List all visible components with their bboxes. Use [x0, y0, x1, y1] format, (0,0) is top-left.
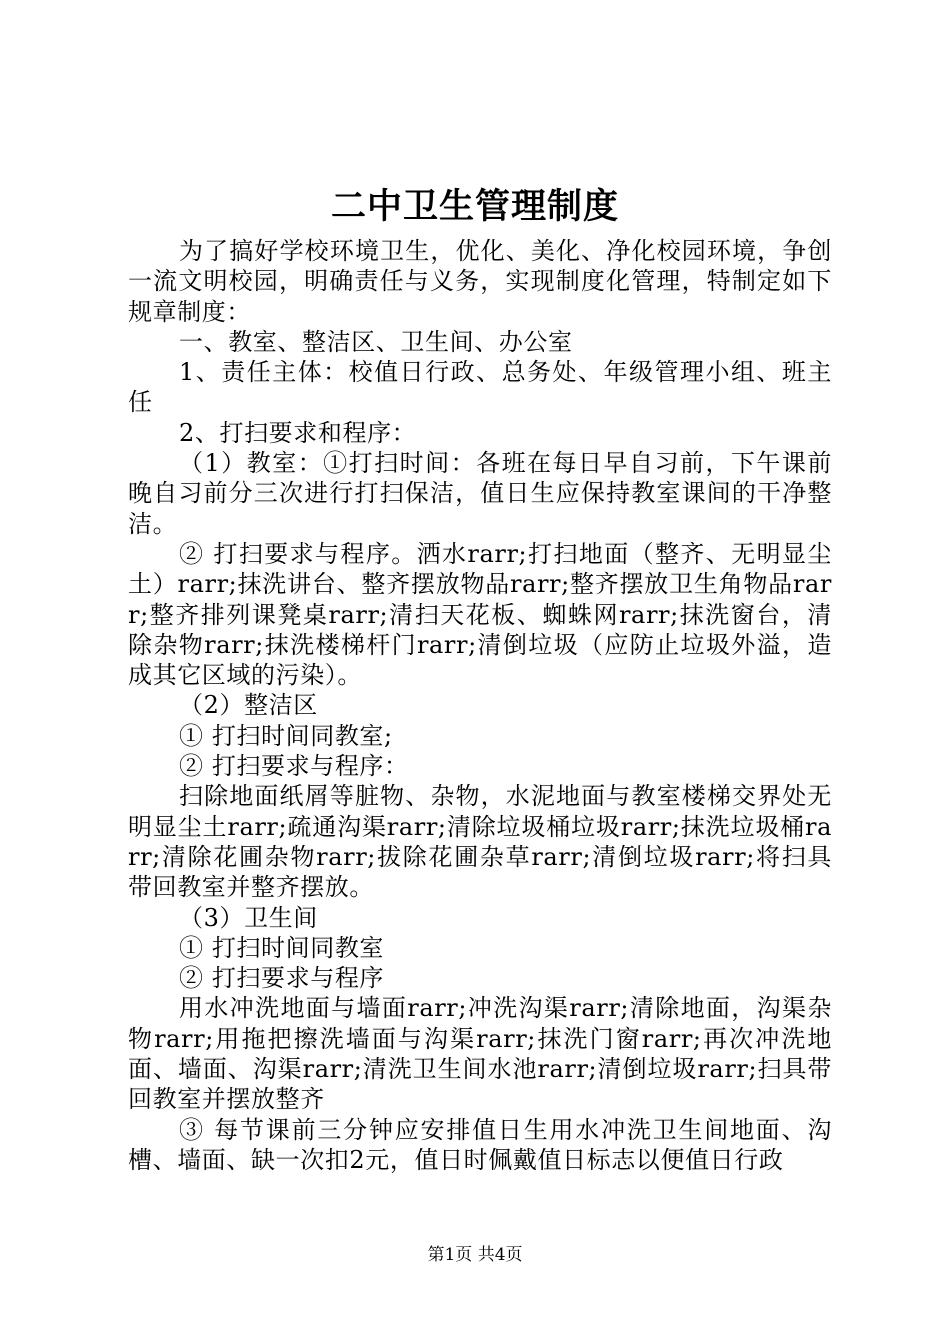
- paragraph-clean-area-procedure-heading: ② 打扫要求与程序：: [179, 752, 409, 781]
- document-title: 二中卫生管理制度: [330, 186, 619, 227]
- paragraph-restroom-procedure: 用水冲洗地面与墙面rarr;冲洗沟渠rarr;清除地面，沟渠杂物rarr;用拖把擦洗墙面与沟渠rarr;抹洗门窗rarr;再次冲洗地面、墙面、沟渠rarr;清洗卫生间水池rarr;清倒垃圾rarr;扫具带回教室并摆放整齐: [128, 994, 832, 1114]
- document-body: [128, 236, 832, 1175]
- paragraph-responsibility: 1、责任主体：校值日行政、总务处、年级管理小组、班主任: [128, 358, 832, 417]
- paragraph-restroom-duty: ③ 每节课前三分钟应安排值日生用水冲洗卫生间地面、沟槽、墙面、缺一次扣2元，值日时佩戴值日标志以便值日行政: [128, 1115, 832, 1174]
- paragraph-restroom-procedure-heading: ② 打扫要求与程序: [179, 964, 385, 993]
- paragraph-classroom-procedure: ② 打扫要求与程序。洒水rarr;打扫地面（整齐、无明显尘土）rarr;抹洗讲台、整齐摆放物品rarr;整齐摆放卫生角物品rarr;整齐排列课凳桌rarr;清扫天花板、蜘蛛网rarr;抹洗窗台，清除杂物rarr;抹洗楼梯杆门rarr;清倒垃圾（应防止垃圾外溢，造成其它区域的污染）。: [128, 539, 832, 690]
- paragraph-clean-area-procedure: 扫除地面纸屑等脏物、杂物，水泥地面与教室楼梯交界处无明显尘土rarr;疏通沟渠rarr;清除垃圾桶垃圾rarr;抹洗垃圾桶rarr;清除花圃杂物rarr;拔除花圃杂草rarr;清倒垃圾rarr;将扫具带回教室并整齐摆放。: [128, 782, 832, 902]
- subheading-clean-area: （2）整洁区: [179, 691, 318, 720]
- subheading-restroom: （3）卫生间: [179, 903, 318, 932]
- paragraph-requirements-heading: 2、打扫要求和程序：: [179, 418, 417, 447]
- paragraph-clean-area-time: ① 打扫时间同教室;: [179, 721, 393, 750]
- paragraph-classroom: （1）教室：①打扫时间：各班在每日早自习前，下午课前晚自习前分三次进行打扫保洁，值日生应保持教室课间的干净整洁。: [128, 449, 832, 538]
- page-footer: 第1页 共4页: [427, 1245, 523, 1265]
- paragraph-intro: 为了搞好学校环境卫生，优化、美化、净化校园环境，争创一流文明校园，明确责任与义务，实现制度化管理，特制定如下规章制度：: [128, 237, 832, 326]
- paragraph-restroom-time: ① 打扫时间同教室: [179, 933, 385, 962]
- section-heading: 一、教室、整洁区、卫生间、办公室: [179, 327, 573, 356]
